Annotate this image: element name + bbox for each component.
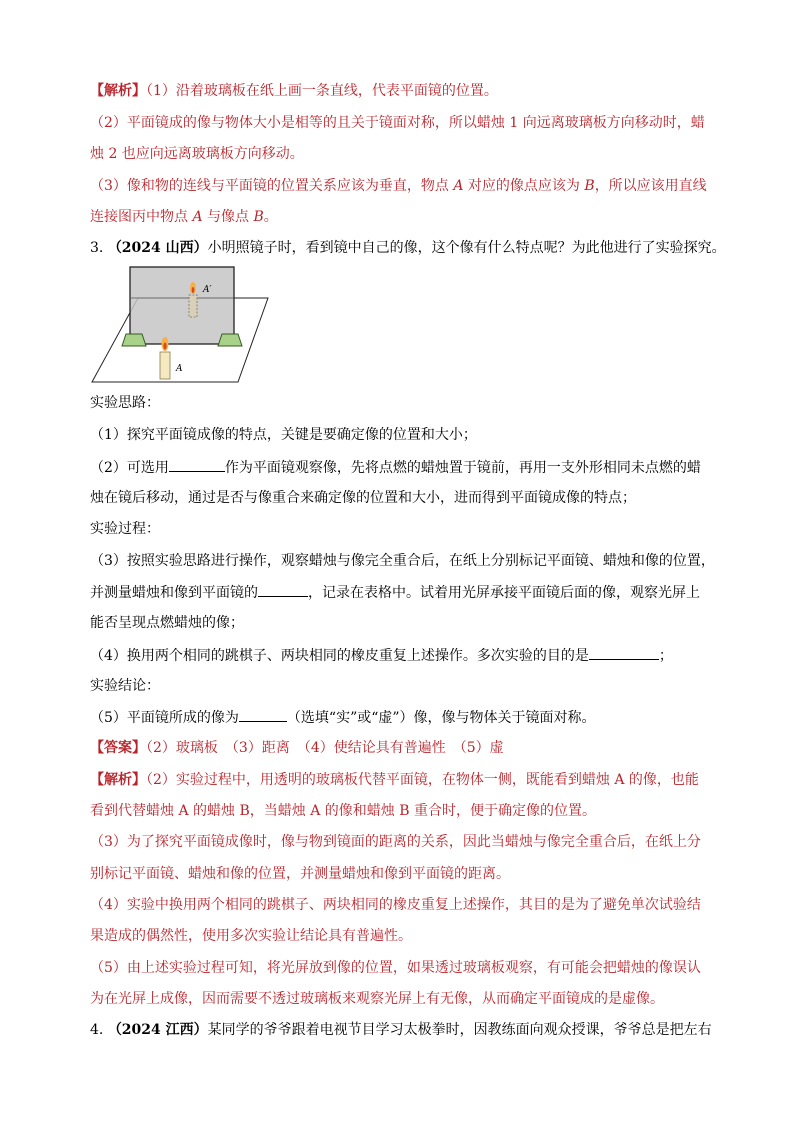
experiment-figure <box>90 262 270 386</box>
heading-process: 实验过程： <box>90 521 160 537</box>
answer-text: （2）玻璃板 （3）距离 （4）使结论具有普遍性 （5）虚 <box>146 740 504 756</box>
analysis-5b: 为在光屏上成像，因而需要不透过玻璃板来观察光屏上有无像，从而确定平面镜成的是虚像。 <box>90 991 664 1007</box>
step-2a: （2）可选用 作为平面镜观察像，先将点燃的蜡烛置于镜前，再用一支外形相同未点燃的蜡 <box>90 457 710 478</box>
analysis-5a: （5）由上述实验过程可知，将光屏放到像的位置，如果透过玻璃板观察，有可能会把蜡烛的像误认 <box>90 960 701 976</box>
analysis-paragraph-3b: 连接图丙中物点 A 与像点 B。 <box>90 209 278 225</box>
step-3c: 能否呈现点燃蜡烛的像； <box>90 615 244 631</box>
step-3b: 并测量蜡烛和像到平面镜的 ，记录在表格中。试着用光屏承接平面镜后面的像，观察光屏上 <box>90 582 710 603</box>
object-candle <box>160 352 170 379</box>
heading-conclusion: 实验结论： <box>90 678 160 694</box>
question-source: （2024 山西） <box>107 240 208 256</box>
analysis-paragraph-3a: （3）像和物的连线与平面镜的位置关系应该为垂直，物点 A 对应的像点应该为 B，所以应该用直线 <box>90 178 707 194</box>
question-number: 4. <box>90 1022 104 1038</box>
image-candle <box>189 295 197 317</box>
question-number: 3. <box>90 240 104 256</box>
step-1: （1）探究平面镜成像的特点，关键是要确定像的位置和大小； <box>90 427 477 443</box>
answer-blank-5[interactable] <box>239 707 287 722</box>
question-source: （2024 江西） <box>107 1022 208 1038</box>
analysis-paragraph-2b: 烛 2 也应向远离玻璃板方向移动。 <box>90 146 304 162</box>
analysis-paragraph-2a: （2）平面镜成的像与物体大小是相等的且关于镜面对称，所以蜡烛 1 向远离玻璃板方向移动时，蜡 <box>90 115 705 131</box>
analysis-paragraph-1: 【解析】（1）沿着玻璃板在纸上画一条直线，代表平面镜的位置。 <box>90 83 498 99</box>
analysis-tag: 【解析】 <box>90 83 146 99</box>
analysis-4a: （4）实验中换用两个相同的跳棋子、两块相同的橡皮重复上述操作，其目的是为了避免单次试验结 <box>90 897 701 913</box>
step-3a: （3）按照实验思路进行操作，观察蜡烛与像完全重合后，在纸上分别标记平面镜、蜡烛和像的位置， <box>90 553 715 569</box>
analysis-4b: 果造成的偶然性，使用多次实验让结论具有普遍性。 <box>90 928 412 944</box>
object-label: A <box>176 364 183 374</box>
step-2b: 烛在镜后移动，通过是否与像重合来确定像的位置和大小，进而得到平面镜成像的特点； <box>90 490 636 506</box>
question-4-stem: 4. （2024 江西）某同学的爷爷跟着电视节目学习太极拳时，因教练面向观众授课，爷爷总是把左右 <box>90 1022 712 1038</box>
step-4: （4）换用两个相同的跳棋子、两块相同的橡皮重复上述操作。多次实验的目的是 ； <box>90 645 710 666</box>
question-3-stem: 3. （2024 山西）小明照镜子时，看到镜中自己的像，这个像有什么特点呢？为此他进行了实验探究。 <box>90 240 726 256</box>
analysis-2b: 看到代替蜡烛 A 的蜡烛 B，当蜡烛 A 的像和蜡烛 B 重合时，便于确定像的位置。 <box>90 803 596 819</box>
analysis-3b: 别标记平面镜、蜡烛和像的位置，并测量蜡烛和像到平面镜的距离。 <box>90 866 510 882</box>
analysis-3a: （3）为了探究平面镜成像时，像与物到镜面的距离的关系，因此当蜡烛与像完全重合后，在纸上分 <box>90 834 701 850</box>
answer-blank-4[interactable] <box>589 645 659 660</box>
answer-blank-3[interactable] <box>258 582 308 597</box>
analysis-tag: 【解析】 <box>90 772 146 788</box>
image-label: A′ <box>203 285 212 295</box>
step-5: （5）平面镜所成的像为 （选填“实”或“虚”）像，像与物体关于镜面对称。 <box>90 707 710 728</box>
answer-tag: 【答案】 <box>90 740 146 756</box>
heading-idea: 实验思路： <box>90 395 160 411</box>
glass-plate <box>130 267 234 344</box>
analysis-2a: 【解析】（2）实验过程中，用透明的玻璃板代替平面镜，在物体一侧，既能看到蜡烛 A 的像，也能 <box>90 772 699 788</box>
answer-line <box>90 738 710 758</box>
left-stand <box>122 334 146 346</box>
answer-blank-2[interactable] <box>169 457 225 472</box>
right-stand <box>218 334 242 346</box>
